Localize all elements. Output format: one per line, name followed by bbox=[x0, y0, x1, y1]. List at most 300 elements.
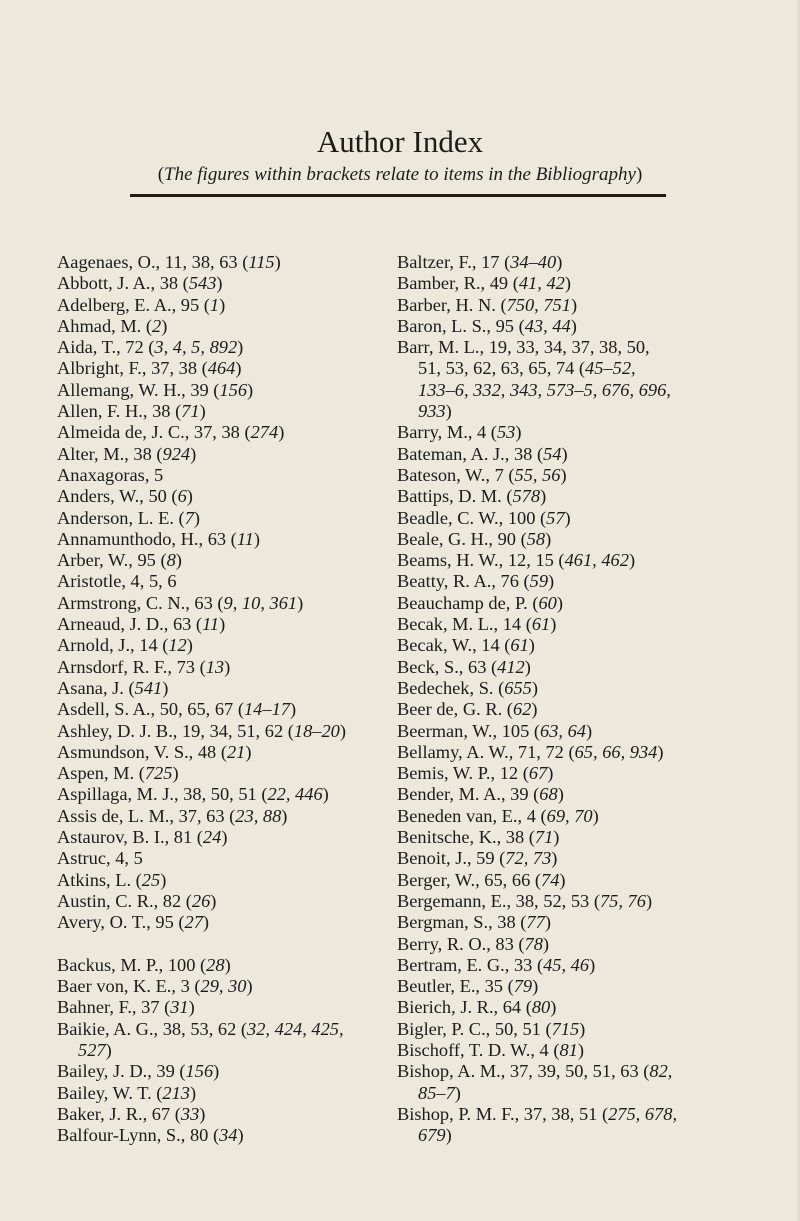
entry-line bbox=[397, 529, 722, 550]
entry-line bbox=[57, 614, 382, 635]
entry-text: Bahner, F., 37 ( bbox=[57, 997, 171, 1018]
entry-continuation-line bbox=[57, 1040, 382, 1061]
index-entry bbox=[397, 934, 722, 955]
entry-close: ) bbox=[274, 252, 281, 272]
entry-line bbox=[57, 635, 382, 656]
entry-text: Bamber, R., 49 ( bbox=[397, 273, 519, 294]
index-entry bbox=[57, 295, 382, 316]
bibliography-refs: 22, 446 bbox=[267, 784, 323, 805]
page-edge-shadow bbox=[796, 0, 800, 1221]
bibliography-refs: 61 bbox=[510, 635, 529, 656]
entry-text: Bertram, E. G., 33 ( bbox=[397, 954, 544, 975]
index-entry bbox=[57, 997, 382, 1018]
entry-close: ) bbox=[281, 805, 288, 826]
index-entry bbox=[57, 784, 382, 805]
entry-text: Balfour-Lynn, S., 80 ( bbox=[57, 1125, 220, 1146]
bibliography-refs: 57 bbox=[546, 507, 565, 528]
index-entry bbox=[397, 635, 722, 656]
bibliography-refs: 750, 751 bbox=[506, 294, 571, 315]
entry-close: ) bbox=[175, 550, 182, 571]
entry-line bbox=[397, 571, 722, 592]
bibliography-refs: 679 bbox=[418, 1125, 446, 1146]
bibliography-refs: 74 bbox=[541, 869, 560, 890]
entry-text: Aristotle, 4, 5, 6 bbox=[57, 571, 177, 592]
entry-close: ) bbox=[579, 1018, 586, 1039]
entry-line bbox=[397, 934, 722, 955]
bibliography-refs: 924 bbox=[162, 443, 191, 464]
bibliography-refs: 68 bbox=[539, 784, 558, 805]
index-entry bbox=[57, 1083, 382, 1104]
entry-text: Arnold, J., 14 ( bbox=[57, 635, 169, 656]
entry-line bbox=[57, 380, 382, 401]
entry-continuation-line bbox=[397, 401, 722, 422]
entry-line bbox=[397, 955, 722, 976]
entry-close: ) bbox=[559, 869, 566, 890]
entry-line bbox=[397, 784, 722, 805]
entry-close: ) bbox=[210, 890, 217, 911]
entry-close: ) bbox=[548, 571, 555, 592]
entry-close: ) bbox=[199, 401, 206, 422]
entry-close: ) bbox=[278, 422, 285, 443]
index-entry bbox=[397, 997, 722, 1018]
entry-line bbox=[57, 955, 382, 976]
entry-line bbox=[57, 444, 382, 465]
bibliography-refs: 61 bbox=[531, 614, 551, 635]
entry-line bbox=[57, 784, 382, 805]
index-column-right bbox=[397, 252, 722, 1146]
index-entry bbox=[397, 593, 722, 614]
entry-close: ) bbox=[544, 912, 551, 933]
index-entry bbox=[57, 550, 382, 571]
entry-line bbox=[397, 827, 722, 848]
entry-text: Bishop, P. M. F., 37, 38, 51 ( bbox=[397, 1103, 609, 1124]
bibliography-refs: 59 bbox=[529, 571, 549, 592]
bibliography-refs: 13 bbox=[205, 656, 225, 677]
index-entry bbox=[397, 699, 722, 720]
entry-text: Atkins, L. ( bbox=[57, 869, 142, 890]
entry-close: ) bbox=[224, 656, 231, 677]
entry-close: ) bbox=[199, 1103, 206, 1124]
bibliography-refs: 156 bbox=[219, 379, 248, 400]
entry-text: Beer de, G. R. ( bbox=[397, 699, 513, 720]
bibliography-refs: 43, 44 bbox=[524, 315, 571, 336]
index-entry bbox=[397, 870, 722, 891]
entry-line bbox=[397, 678, 722, 699]
bibliography-refs: 1 bbox=[209, 294, 220, 315]
entry-text: Asmundson, V. S., 48 ( bbox=[57, 741, 227, 762]
entry-close: ) bbox=[528, 635, 535, 656]
entry-line bbox=[397, 614, 722, 635]
index-entry bbox=[397, 1104, 722, 1147]
entry-line bbox=[397, 508, 722, 529]
entry-close: ) bbox=[202, 912, 210, 933]
entry-line bbox=[397, 657, 722, 678]
bibliography-refs: 79 bbox=[513, 976, 533, 997]
bibliography-refs: 27 bbox=[184, 912, 203, 933]
index-entry bbox=[57, 678, 382, 699]
entry-line bbox=[397, 465, 722, 486]
entry-text: Almeida de, J. C., 37, 38 ( bbox=[57, 422, 251, 443]
entry-text: Assis de, L. M., 37, 63 ( bbox=[57, 805, 236, 826]
page-title: Author Index bbox=[316, 124, 484, 159]
entry-line bbox=[397, 593, 722, 614]
bibliography-refs: 115 bbox=[248, 252, 275, 272]
index-entry bbox=[397, 912, 722, 933]
entry-text: Aida, T., 72 ( bbox=[57, 337, 155, 358]
entry-continuation-line bbox=[397, 1083, 722, 1104]
entry-text: Bergman, S., 38 ( bbox=[397, 912, 527, 933]
entry-close: ) bbox=[515, 422, 522, 443]
entry-text: Abbott, J. A., 38 ( bbox=[57, 273, 189, 294]
entry-close: ) bbox=[216, 273, 223, 294]
entry-text: Beadle, C. W., 100 ( bbox=[397, 507, 547, 528]
entry-close: ) bbox=[564, 273, 571, 294]
entry-text: Adelberg, E. A., 95 ( bbox=[57, 294, 210, 315]
entry-close: ) bbox=[550, 614, 557, 635]
entry-line bbox=[57, 806, 382, 827]
bibliography-refs: 213 bbox=[162, 1082, 190, 1103]
entry-text: Beatty, R. A., 76 ( bbox=[397, 571, 530, 592]
bibliography-refs: 67 bbox=[528, 763, 548, 784]
entry-close: ) bbox=[445, 401, 452, 422]
entry-line bbox=[397, 721, 722, 742]
entry-line bbox=[57, 997, 382, 1018]
bibliography-refs: 82, bbox=[649, 1061, 673, 1082]
entry-line bbox=[397, 912, 722, 933]
index-entry bbox=[57, 529, 382, 550]
entry-close: ) bbox=[224, 954, 231, 975]
entry-text: Armstrong, C. N., 63 ( bbox=[57, 592, 224, 613]
entry-close: ) bbox=[186, 486, 193, 507]
entry-text: Aspillaga, M. J., 38, 50, 51 ( bbox=[57, 784, 268, 805]
index-entry bbox=[57, 1125, 382, 1146]
index-entry bbox=[57, 593, 382, 614]
index-entry bbox=[57, 699, 382, 720]
entry-text: Berry, R. O., 83 ( bbox=[397, 933, 525, 954]
entry-text: Beerman, W., 105 ( bbox=[397, 720, 541, 741]
entry-line bbox=[57, 848, 382, 869]
entry-text: Albright, F., 37, 38 ( bbox=[57, 358, 208, 379]
entry-close: ) bbox=[532, 976, 539, 997]
bibliography-refs: 62 bbox=[512, 699, 532, 720]
entry-close: ) bbox=[246, 976, 253, 997]
bibliography-refs: 6 bbox=[177, 486, 187, 507]
entry-line bbox=[57, 976, 382, 997]
entry-close: ) bbox=[586, 720, 593, 741]
bibliography-refs: 18–20 bbox=[293, 720, 340, 741]
entry-line bbox=[57, 401, 382, 422]
entry-text: Austin, C. R., 82 ( bbox=[57, 890, 192, 911]
bibliography-refs: 85–7 bbox=[418, 1082, 455, 1103]
index-entry bbox=[57, 571, 382, 592]
entry-text: Bateson, W., 7 ( bbox=[397, 464, 515, 485]
bibliography-refs: 53 bbox=[496, 422, 516, 443]
entry-text: Barry, M., 4 ( bbox=[397, 422, 497, 443]
index-entry bbox=[57, 742, 382, 763]
entry-text: Arnsdorf, R. F., 73 ( bbox=[57, 656, 206, 677]
entry-line bbox=[397, 337, 722, 358]
bibliography-refs: 34–40 bbox=[510, 252, 557, 272]
entry-line bbox=[57, 252, 382, 273]
entry-text: Bellamy, A. W., 71, 72 ( bbox=[397, 741, 575, 762]
entry-close: ) bbox=[542, 933, 550, 954]
entry-text: Baron, L. S., 95 ( bbox=[397, 315, 525, 336]
bibliography-refs: 274 bbox=[250, 422, 279, 443]
entry-text: Annamunthodo, H., 63 ( bbox=[57, 528, 237, 549]
entry-text: Beutler, E., 35 ( bbox=[397, 976, 514, 997]
index-entry bbox=[57, 444, 382, 465]
entry-text: Beneden van, E., 4 ( bbox=[397, 805, 547, 826]
entry-line bbox=[57, 422, 382, 443]
entry-continuation-line bbox=[397, 358, 722, 379]
bibliography-refs: 275, 678, bbox=[608, 1103, 678, 1124]
entry-close: ) bbox=[253, 528, 260, 549]
entry-text: Allen, F. H., 38 ( bbox=[57, 401, 182, 422]
index-entry bbox=[397, 529, 722, 550]
entry-line bbox=[397, 422, 722, 443]
entry-close: ) bbox=[445, 1125, 452, 1146]
bibliography-refs: 31 bbox=[170, 997, 189, 1018]
subtitle bbox=[0, 164, 800, 186]
bibliography-refs: 527 bbox=[78, 1039, 106, 1060]
index-entry bbox=[57, 848, 382, 869]
entry-text: Bemis, W. P., 12 ( bbox=[397, 763, 529, 784]
index-entry bbox=[397, 678, 722, 699]
bibliography-refs: 78 bbox=[524, 933, 543, 954]
entry-text: Ahmad, M. ( bbox=[57, 315, 153, 336]
entry-text: Becak, W., 14 ( bbox=[397, 635, 511, 656]
entry-text: Aagenaes, O., 11, 38, 63 ( bbox=[57, 252, 249, 272]
entry-text: Backus, M. P., 100 ( bbox=[57, 954, 207, 975]
entry-text: Bailey, W. T. ( bbox=[57, 1082, 163, 1103]
index-entry bbox=[397, 806, 722, 827]
entry-continuation-line bbox=[397, 1125, 722, 1146]
index-entry bbox=[57, 316, 382, 337]
bibliography-refs: 543 bbox=[188, 273, 217, 294]
entry-close: ) bbox=[531, 699, 538, 720]
bibliography-refs: 461, 462 bbox=[564, 550, 629, 571]
entry-text: Bierich, J. R., 64 ( bbox=[397, 997, 532, 1018]
entry-close: ) bbox=[219, 614, 226, 635]
entry-line bbox=[57, 529, 382, 550]
bibliography-refs: 34 bbox=[219, 1125, 238, 1146]
entry-line bbox=[57, 1125, 382, 1146]
entry-text: Barr, M. L., 19, 33, 34, 37, 38, 50, bbox=[397, 337, 650, 358]
index-entry bbox=[57, 380, 382, 401]
index-entry bbox=[397, 1061, 722, 1104]
entry-line bbox=[397, 550, 722, 571]
bibliography-refs: 464 bbox=[207, 358, 236, 379]
index-entry bbox=[397, 827, 722, 848]
entry-text: Bigler, P. C., 50, 51 ( bbox=[397, 1018, 552, 1039]
entry-close: ) bbox=[186, 635, 193, 656]
entry-line bbox=[57, 827, 382, 848]
entry-close: ) bbox=[557, 784, 564, 805]
entry-text: Avery, O. T., 95 ( bbox=[57, 912, 185, 933]
entry-close: ) bbox=[245, 741, 252, 762]
entry-close: ) bbox=[172, 763, 179, 784]
subtitle-open: ( bbox=[157, 164, 165, 185]
title-rule bbox=[130, 194, 666, 197]
entry-text: Baer von, K. E., 3 ( bbox=[57, 976, 201, 997]
entry-close: ) bbox=[162, 677, 169, 698]
subtitle-close: ) bbox=[635, 164, 643, 185]
entry-line bbox=[397, 891, 722, 912]
index-entry bbox=[57, 806, 382, 827]
entry-close: ) bbox=[592, 805, 599, 826]
bibliography-refs: 65, 66, 934 bbox=[574, 741, 658, 762]
index-entry bbox=[397, 614, 722, 635]
subtitle-text: The figures within brackets relate to items in the Bibliography bbox=[164, 164, 636, 185]
entry-text: Battips, D. M. ( bbox=[397, 486, 513, 507]
entry-text: Baikie, A. G., 38, 53, 62 ( bbox=[57, 1018, 248, 1039]
index-entry bbox=[57, 337, 382, 358]
index-entry bbox=[57, 508, 382, 529]
entry-line bbox=[397, 252, 722, 273]
bibliography-refs: 133–6, 332, 343, 573–5, 676, 696, bbox=[418, 379, 671, 400]
entry-line bbox=[397, 806, 722, 827]
bibliography-refs: 75, 76 bbox=[599, 890, 646, 911]
entry-line bbox=[57, 1019, 382, 1040]
entry-close: ) bbox=[297, 592, 304, 613]
entry-close: ) bbox=[560, 464, 567, 485]
index-entry bbox=[397, 571, 722, 592]
index-entry bbox=[57, 273, 382, 294]
index-entry bbox=[57, 657, 382, 678]
entry-text: Beale, G. H., 90 ( bbox=[397, 528, 527, 549]
index-entry bbox=[57, 827, 382, 848]
entry-line bbox=[57, 273, 382, 294]
bibliography-refs: 81 bbox=[559, 1039, 578, 1060]
index-entry bbox=[397, 422, 722, 443]
entry-line bbox=[397, 976, 722, 997]
entry-line bbox=[57, 295, 382, 316]
entry-close: ) bbox=[561, 443, 568, 464]
entry-text: Arber, W., 95 ( bbox=[57, 550, 167, 571]
index-entry bbox=[397, 1019, 722, 1040]
entry-line bbox=[397, 763, 722, 784]
entry-close: ) bbox=[190, 1082, 197, 1103]
entry-line bbox=[57, 763, 382, 784]
bibliography-refs: 9, 10, 361 bbox=[223, 592, 298, 613]
entry-line bbox=[57, 508, 382, 529]
entry-text: Beck, S., 63 ( bbox=[397, 656, 498, 677]
entry-line bbox=[397, 316, 722, 337]
bibliography-refs: 156 bbox=[185, 1061, 214, 1082]
bibliography-refs: 26 bbox=[191, 890, 211, 911]
bibliography-refs: 80 bbox=[531, 997, 551, 1018]
entry-close: ) bbox=[235, 358, 242, 379]
entry-text: Beauchamp de, P. ( bbox=[397, 592, 539, 613]
bibliography-refs: 933 bbox=[418, 401, 446, 422]
entry-close: ) bbox=[545, 528, 552, 549]
bibliography-refs: 71 bbox=[181, 401, 200, 422]
index-column-left bbox=[57, 252, 382, 1146]
index-entry bbox=[397, 763, 722, 784]
entry-line bbox=[57, 593, 382, 614]
bibliography-refs: 578 bbox=[512, 486, 541, 507]
index-entry bbox=[397, 976, 722, 997]
entry-text: 51, 53, 62, 63, 65, 74 ( bbox=[418, 358, 586, 379]
entry-text: Anders, W., 50 ( bbox=[57, 486, 178, 507]
entry-close: ) bbox=[645, 890, 653, 911]
entry-text: Barber, H. N. ( bbox=[397, 294, 507, 315]
bibliography-refs: 412 bbox=[497, 656, 525, 677]
alphabet-gap bbox=[57, 934, 382, 955]
entry-line bbox=[57, 891, 382, 912]
bibliography-refs: 60 bbox=[538, 592, 557, 613]
entry-text: Ashley, D. J. B., 19, 34, 51, 62 ( bbox=[57, 720, 294, 741]
bibliography-refs: 45, 46 bbox=[543, 954, 590, 975]
bibliography-refs: 72, 73 bbox=[505, 848, 552, 869]
entry-line bbox=[397, 742, 722, 763]
entry-text: Bedechek, S. ( bbox=[397, 677, 505, 698]
index-entry bbox=[57, 486, 382, 507]
entry-line bbox=[57, 657, 382, 678]
entry-line bbox=[397, 1019, 722, 1040]
bibliography-refs: 77 bbox=[526, 912, 545, 933]
index-entry bbox=[397, 337, 722, 422]
entry-close: ) bbox=[540, 486, 547, 507]
entry-text: Allemang, W. H., 39 ( bbox=[57, 379, 220, 400]
bibliography-refs: 11 bbox=[236, 528, 254, 549]
entry-close: ) bbox=[589, 954, 596, 975]
entry-close: ) bbox=[339, 720, 346, 741]
index-entry bbox=[57, 1104, 382, 1125]
bibliography-refs: 45–52, bbox=[585, 358, 636, 379]
bibliography-refs: 11 bbox=[202, 614, 220, 635]
entry-text: Bergemann, E., 38, 52, 53 ( bbox=[397, 890, 600, 911]
entry-text: Aspen, M. ( bbox=[57, 763, 145, 784]
bibliography-refs: 41, 42 bbox=[518, 273, 565, 294]
entry-close: ) bbox=[564, 507, 571, 528]
entry-text: Anderson, L. E. ( bbox=[57, 507, 185, 528]
entry-line bbox=[57, 316, 382, 337]
entry-close: ) bbox=[577, 1039, 584, 1060]
bibliography-refs: 725 bbox=[144, 763, 173, 784]
entry-text: Astaurov, B. I., 81 ( bbox=[57, 827, 203, 848]
entry-close: ) bbox=[570, 294, 578, 315]
entry-line bbox=[57, 1083, 382, 1104]
bibliography-refs: 655 bbox=[504, 677, 532, 698]
entry-line bbox=[57, 337, 382, 358]
entry-close: ) bbox=[556, 252, 563, 272]
bibliography-refs: 8 bbox=[166, 550, 176, 571]
index-entry bbox=[57, 422, 382, 443]
entry-close: ) bbox=[247, 379, 254, 400]
entry-line bbox=[57, 678, 382, 699]
entry-line bbox=[57, 721, 382, 742]
entry-line bbox=[397, 444, 722, 465]
index-entry bbox=[397, 252, 722, 273]
entry-close: ) bbox=[237, 1125, 244, 1146]
entry-close: ) bbox=[551, 848, 558, 869]
entry-line bbox=[397, 1040, 722, 1061]
entry-close: ) bbox=[531, 677, 538, 698]
entry-text: Bischoff, T. D. W., 4 ( bbox=[397, 1039, 560, 1060]
bibliography-refs: 54 bbox=[543, 443, 562, 464]
entry-text: Astruc, 4, 5 bbox=[57, 848, 143, 869]
entry-close: ) bbox=[190, 443, 197, 464]
entry-text: Bishop, A. M., 37, 39, 50, 51, 63 ( bbox=[397, 1061, 650, 1082]
index-entry bbox=[57, 465, 382, 486]
entry-close: ) bbox=[188, 997, 195, 1018]
entry-line bbox=[57, 486, 382, 507]
bibliography-refs: 21 bbox=[226, 741, 246, 762]
index-entry bbox=[57, 721, 382, 742]
index-entry bbox=[397, 955, 722, 976]
index-entry bbox=[397, 444, 722, 465]
